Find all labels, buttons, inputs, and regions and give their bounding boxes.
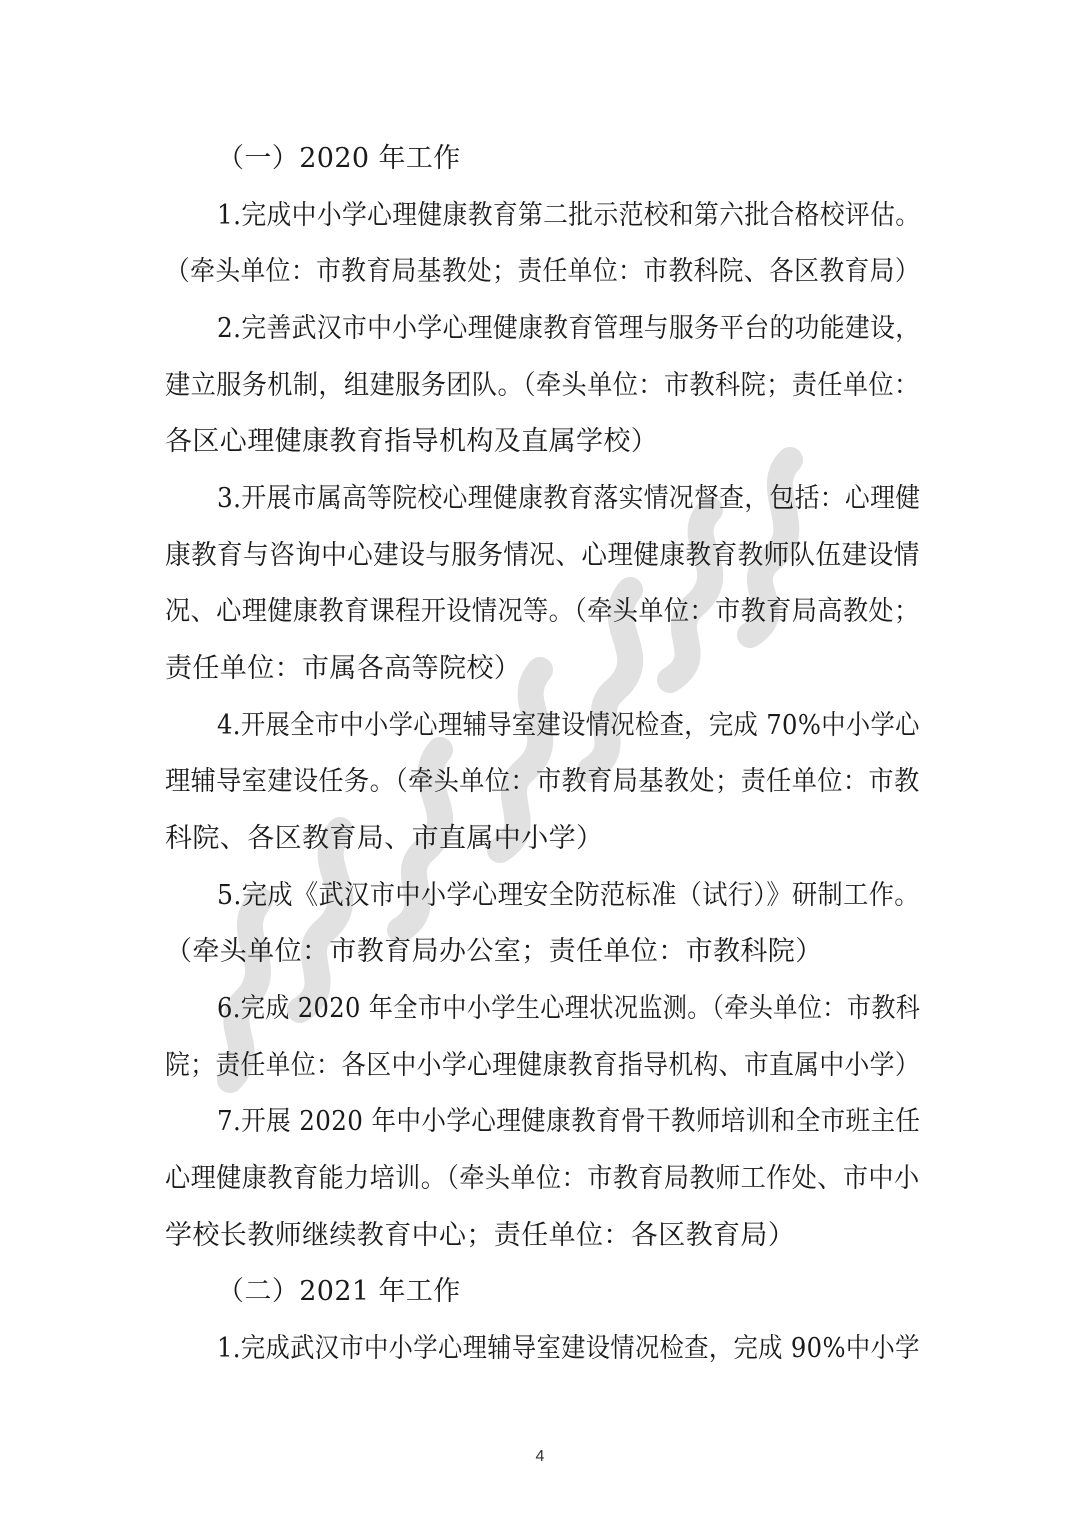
paragraph-line: 3.开展市属高等院校心理健康教育落实情况督查，包括：心理健 bbox=[217, 483, 921, 514]
paragraph-line: 况、心理健康教育课程开设情况等。（牵头单位：市教育局高教处； bbox=[165, 596, 920, 627]
paragraph-line: 1.完成中小学心理健康教育第二批示范校和第六批合格校评估。 bbox=[217, 200, 921, 231]
paragraph-line: 科院、各区教育局、市直属中小学） bbox=[165, 823, 604, 854]
paragraph-line: （牵头单位：市教育局基教处；责任单位：市教科院、各区教育局） bbox=[165, 256, 921, 287]
paragraph-line: 康教育与咨询中心建设与服务情况、心理健康教育教师队伍建设情 bbox=[165, 540, 920, 571]
paragraph-line: 2.完善武汉市中小学心理健康教育管理与服务平台的功能建设， bbox=[217, 313, 921, 344]
paragraph-line: 责任单位：市属各高等院校） bbox=[165, 653, 522, 684]
paragraph-line: 心理健康教育能力培训。（牵头单位：市教育局教师工作处、市中小 bbox=[165, 1163, 920, 1194]
paragraph-line: （牵头单位：市教育局办公室；责任单位：市教科院） bbox=[165, 936, 823, 967]
section-heading-2021: （二）2021 年工作 bbox=[217, 1276, 461, 1307]
paragraph-line: 学校长教师继续教育中心；责任单位：各区教育局） bbox=[165, 1220, 796, 1251]
paragraph-line: 5.完成《武汉市中小学心理安全防范标准（试行）》研制工作。 bbox=[217, 880, 920, 911]
paragraph-line: 4.开展全市中小学心理辅导室建设情况检查，完成 70%中小学心 bbox=[217, 710, 920, 741]
paragraph-line: 院；责任单位：各区中小学心理健康教育指导机构、市直属中小学） bbox=[165, 1050, 921, 1081]
paragraph-line: 各区心理健康教育指导机构及直属学校） bbox=[165, 426, 659, 457]
paragraph-line: 6.完成 2020 年全市中小学生心理状况监测。（牵头单位：市教科 bbox=[217, 993, 921, 1024]
paragraph-line: 理辅导室建设任务。（牵头单位：市教育局基教处；责任单位：市教 bbox=[165, 766, 920, 797]
page-number: 4 bbox=[535, 1448, 545, 1465]
paragraph-line: 1.完成武汉市中小学心理辅导室建设情况检查，完成 90%中小学 bbox=[217, 1333, 920, 1364]
paragraph-line: 7.开展 2020 年中小学心理健康教育骨干教师培训和全市班主任 bbox=[217, 1106, 921, 1137]
section-heading-2020: （一）2020 年工作 bbox=[217, 143, 461, 174]
paragraph-line: 建立服务机制，组建服务团队。（牵头单位：市教科院；责任单位： bbox=[165, 370, 920, 401]
